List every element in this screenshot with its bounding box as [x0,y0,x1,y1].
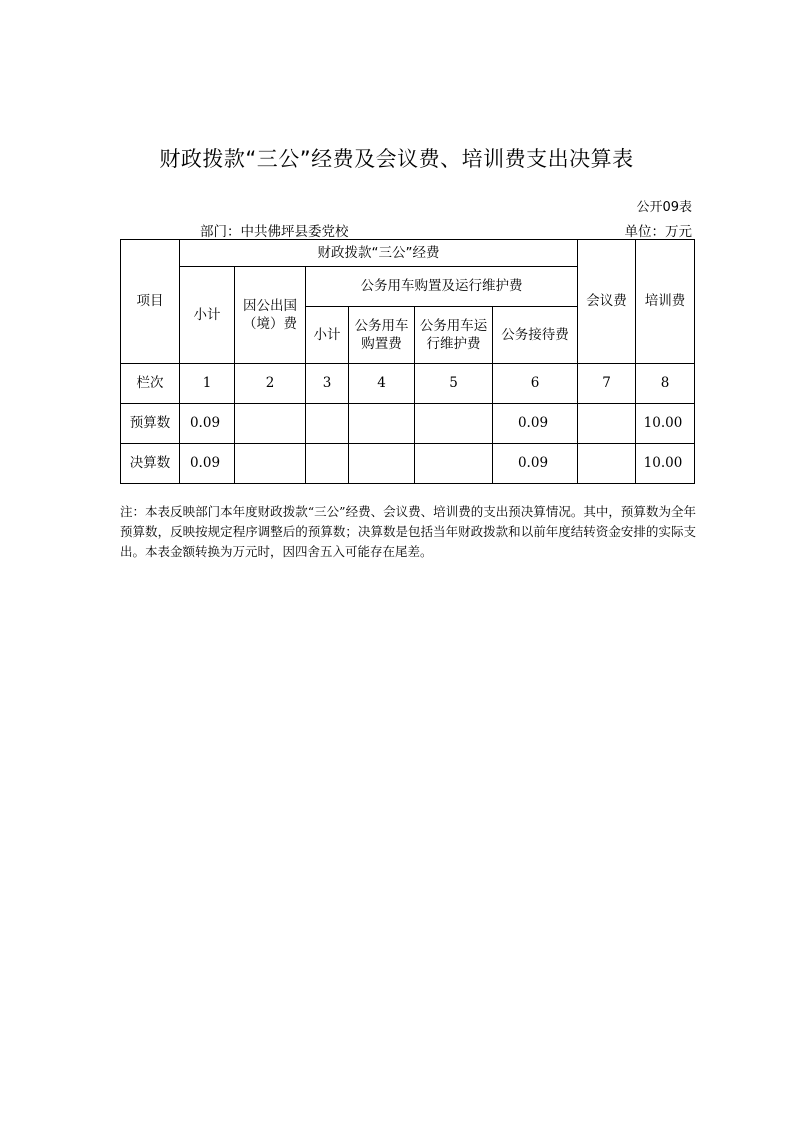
column-index-label: 栏次 [121,364,180,404]
column-index-row [121,364,695,404]
column-index: 1 [180,364,235,404]
header-purchase [349,307,415,364]
column-index: 2 [235,364,306,404]
header-purchase-line2: 购置费 [361,336,402,352]
unit-label: 单位：万元 [624,224,692,240]
header-abroad-line1: 因公出国 [243,297,297,314]
header-training: 培训费 [636,240,695,364]
cell-value [415,404,493,444]
footnote: 注：本表反映部门本年度财政拨款“三公”经费、会议费、培训费的支出预决算情况。其中，预算数为全年预算数，反映按规定程序调整后的预算数；决算数是包括当年财政拨款和以前年度结转资金安排的实际支出。本表金额转换为万元时，因四舍五入可能存在尾差。 [120,504,696,559]
expense-table [120,239,695,484]
cell-value: 10.00 [636,444,695,484]
header-abroad-line2: （境）费 [243,316,297,332]
header-meeting: 会议费 [578,240,636,364]
cell-value [578,444,636,484]
column-index: 3 [306,364,349,404]
cell-value [349,404,415,444]
cell-value [306,404,349,444]
header-vehicle: 公务用车购置及运行维护费 [306,267,578,307]
department-label: 部门：中共佛坪县委党校 [200,224,349,240]
header-vehicle-subtotal: 小计 [306,307,349,364]
header-abroad [235,267,306,364]
row-label-final: 决算数 [121,444,180,484]
header-operation [415,307,493,364]
column-index: 4 [349,364,415,404]
cell-value [235,444,306,484]
cell-value: 10.00 [636,404,695,444]
cell-value: 0.09 [493,404,578,444]
header-three-public: 财政拨款“三公”经费 [180,240,578,267]
column-index: 6 [493,364,578,404]
header-item: 项目 [121,240,180,364]
cell-value: 0.09 [493,444,578,484]
table-row-final [121,444,695,484]
header-subtotal: 小计 [180,267,235,364]
row-label-budget: 预算数 [121,404,180,444]
cell-value: 0.09 [180,444,235,484]
cell-value: 0.09 [180,404,235,444]
table-row-budget [121,404,695,444]
column-index: 5 [415,364,493,404]
column-index: 8 [636,364,695,404]
header-purchase-line1: 公务用车 [354,317,409,334]
cell-value [349,444,415,484]
form-number: 公开09表 [636,200,692,215]
column-index: 7 [578,364,636,404]
cell-value [578,404,636,444]
page-title: 财政拨款“三公”经费及会议费、培训费支出决算表 [159,147,634,171]
header-operation-line2: 行维护费 [426,336,481,352]
cell-value [235,404,306,444]
cell-value [306,444,349,484]
cell-value [415,444,493,484]
header-operation-line1: 公务用车运 [419,317,488,334]
header-reception: 公务接待费 [493,307,578,364]
